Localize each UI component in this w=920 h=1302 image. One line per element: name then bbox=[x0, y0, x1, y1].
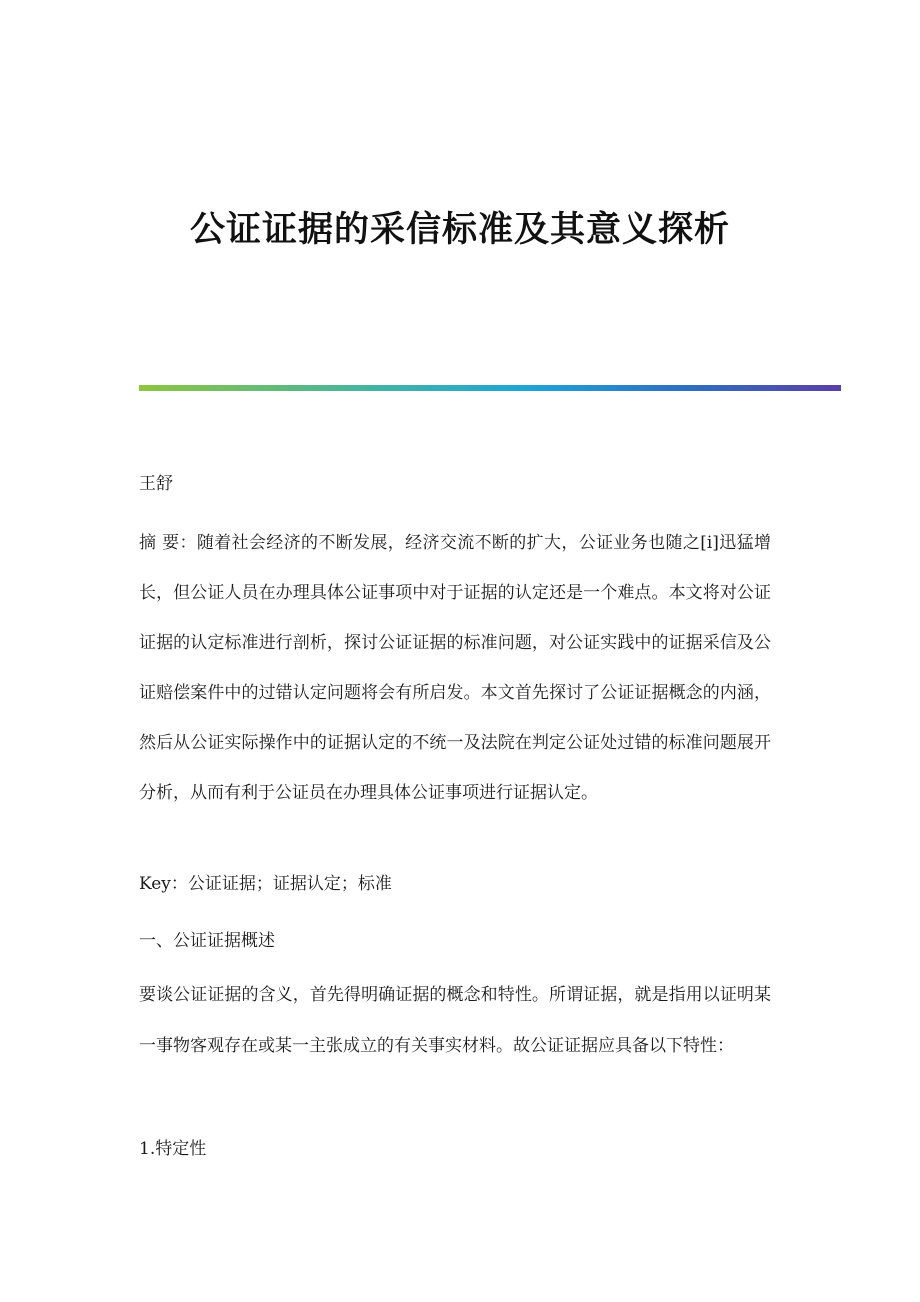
author-name: 王舒 bbox=[139, 474, 173, 494]
title-divider-gradient bbox=[139, 385, 841, 391]
section-paragraph: 要谈公证证据的含义，首先得明确证据的概念和特性。所谓证据，就是指用以证明某一事物客观存在或某一主张成立的有关事实材料。故公证证据应具备以下特性： bbox=[139, 985, 771, 1056]
abstract-paragraph bbox=[139, 518, 771, 818]
list-item-heading: 1.特定性 bbox=[139, 1139, 207, 1159]
abstract-text: 随着社会经济的不断发展，经济交流不断的扩大，公证业务也随之[i]迅猛增长，但公证人员在办理具体公证事项中对于证据的认定还是一个难点。本文将对公证证据的认定标准进行剖析，探讨公证证据的标准问题，对公证实践中的证据采信及公证赔偿案件中的过错认定问题将会有所启发。本文首先探讨了公证证据概念的内涵，然后从公证实际操作中的证据认定的不统一及法院在判定公证处过错的标准问题展开分析，从而有利于公证员在办理具体公证事项进行证据认定。 bbox=[139, 533, 772, 803]
keywords-line bbox=[139, 871, 771, 897]
document-title: 公证证据的采信标准及其意义探析 bbox=[189, 209, 730, 250]
abstract-label: 摘 要： bbox=[139, 533, 197, 553]
keywords-text: 公证证据；证据认定；标准 bbox=[187, 874, 392, 894]
section-heading: 一、公证证据概述 bbox=[139, 931, 275, 951]
keywords-label: Key： bbox=[139, 874, 188, 894]
